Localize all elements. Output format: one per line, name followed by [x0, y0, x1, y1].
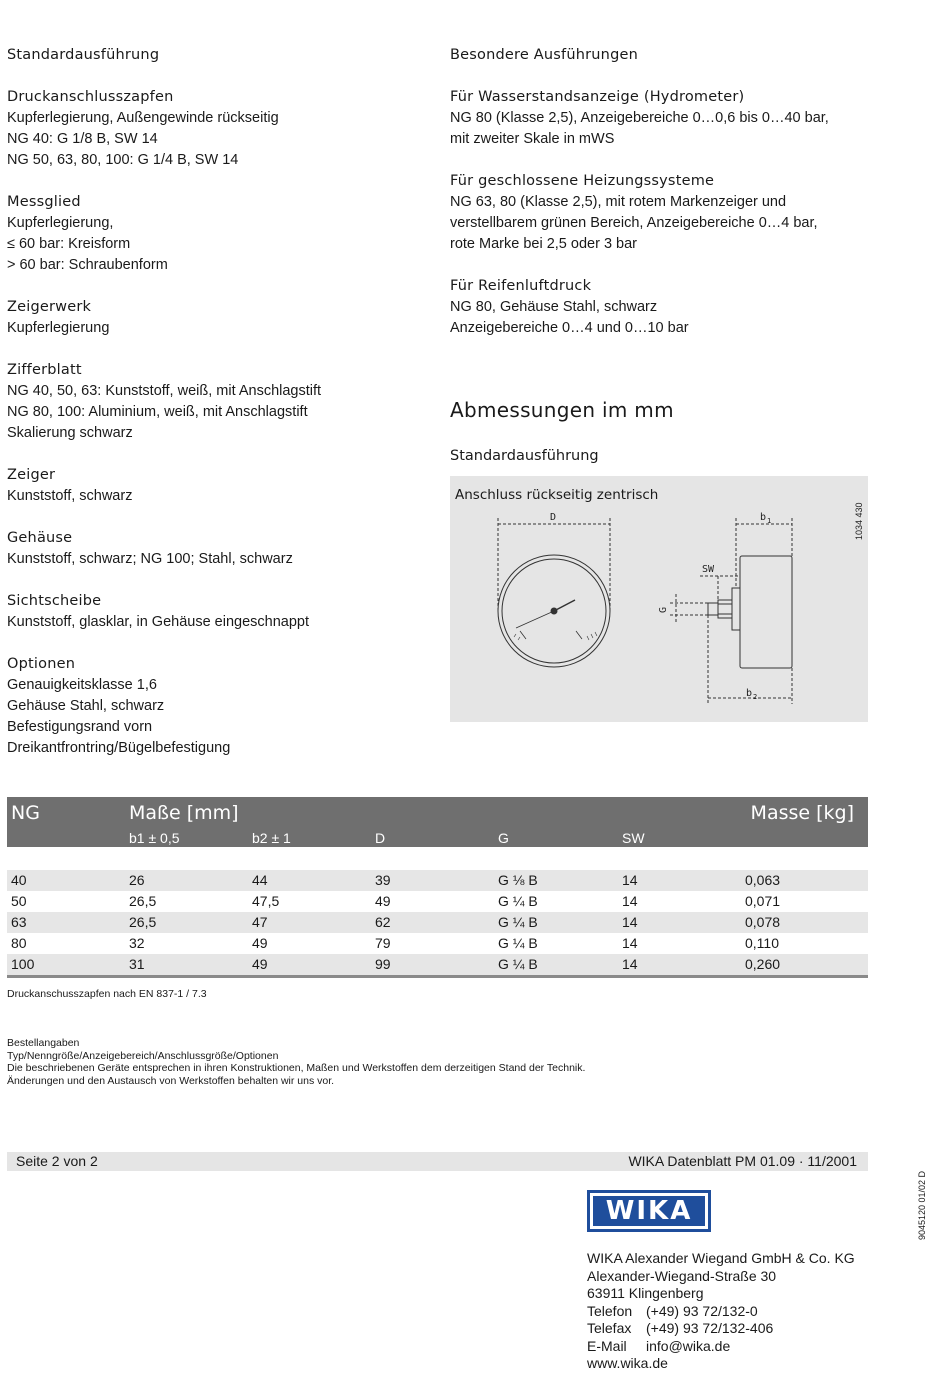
section-line: Kupferlegierung, Außengewinde rückseitig [7, 110, 279, 126]
cell-b2: 49 [252, 956, 268, 972]
phone-value: (+49) 93 72/132-0 [646, 1302, 758, 1319]
cell-b2: 49 [252, 935, 268, 951]
section-title: Standardausführung [7, 47, 160, 63]
cell-d: 62 [375, 914, 391, 930]
cell-b1: 26,5 [129, 893, 157, 909]
section-line: NG 80 (Klasse 2,5), Anzeigebereiche 0…0,6 bis 0…40 bar, [450, 110, 829, 126]
order-info-line: Bestellangaben [7, 1037, 80, 1049]
measuring-element-block [7, 192, 427, 276]
section-title: Optionen [7, 656, 76, 672]
company-city: 63911 Klingenberg [587, 1285, 704, 1301]
order-info-line: Typ/Nenngröße/Anzeigebereich/Anschlussgröße/Optionen [7, 1049, 279, 1062]
section-title: Gehäuse [7, 530, 73, 546]
heating-systems-block [450, 171, 890, 255]
left-column [7, 45, 427, 780]
cell-ng: 80 [11, 935, 27, 951]
section-title: Druckanschlusszapfen [7, 89, 174, 105]
header-b1: b1 ± 0,5 [129, 830, 180, 846]
section-line: Kupferlegierung, [7, 215, 114, 231]
section-line: Genauigkeitsklasse 1,6 [7, 677, 157, 693]
table-row [7, 933, 868, 954]
company-phone-row [587, 1303, 855, 1321]
section-line: > 60 bar: Schraubenform [7, 257, 168, 273]
section-line: NG 40: G 1/8 B, SW 14 [7, 131, 158, 147]
cell-b1: 31 [129, 956, 145, 972]
cell-mass: 0,110 [745, 935, 779, 951]
pointer-block [7, 465, 427, 507]
cell-d: 39 [375, 872, 391, 888]
cell-b2: 44 [252, 872, 268, 888]
cell-g: G ¼ B [498, 914, 538, 930]
gauge-needle [554, 600, 575, 611]
gauge-thread [708, 603, 718, 615]
label-g: G [658, 606, 669, 613]
cell-d: 79 [375, 935, 391, 951]
header-d: D [375, 830, 386, 846]
label-b1: b [760, 512, 767, 523]
email-link[interactable]: info@wika.de [646, 1337, 731, 1354]
section-line: mit zweiter Skale in mWS [450, 131, 615, 147]
cell-sw: 14 [622, 914, 638, 930]
section-line: NG 80, Gehäuse Stahl, schwarz [450, 299, 658, 315]
header-sw: SW [622, 830, 645, 846]
label-b1-sub: 1 [767, 517, 772, 525]
page-footer [7, 1152, 868, 1171]
company-address [587, 1250, 855, 1373]
section-line: Kunststoff, schwarz [7, 488, 133, 504]
cell-ng: 100 [11, 956, 35, 972]
gauge-socket [732, 588, 740, 630]
pressure-connection-block [7, 87, 427, 171]
cell-sw: 14 [622, 872, 638, 888]
section-line: rote Marke bei 2,5 oder 3 bar [450, 236, 637, 252]
cell-mass: 0,071 [745, 893, 781, 909]
wika-logo [587, 1190, 711, 1232]
order-info-line: Änderungen und den Austausch von Werkstoffen behalten wir uns vor. [7, 1074, 335, 1087]
cell-g: G ¼ B [498, 956, 538, 972]
case-block [7, 528, 427, 570]
header-g: G [498, 830, 509, 846]
section-line: Gehäuse Stahl, schwarz [7, 698, 165, 714]
table-row [7, 912, 868, 933]
table-row [7, 891, 868, 912]
hydrometer-block [450, 87, 890, 150]
section-title: Zeigerwerk [7, 299, 92, 315]
section-line: verstellbarem grünen Bereich, Anzeigebereiche 0…4 bar, [450, 215, 818, 231]
cell-sw: 14 [622, 956, 638, 972]
logo-text: WIKA [593, 1196, 705, 1226]
label-b2-sub: 2 [753, 693, 758, 701]
tire-pressure-block [450, 276, 890, 339]
gauge-case-side [740, 556, 792, 668]
company-name: WIKA Alexander Wiegand GmbH & Co. KG [587, 1250, 855, 1266]
section-line: NG 50, 63, 80, 100: G 1/4 B, SW 14 [7, 152, 239, 168]
section-line: NG 40, 50, 63: Kunststoff, weiß, mit Anschlagstift [7, 383, 322, 399]
cell-ng: 50 [11, 893, 27, 909]
cell-b1: 26 [129, 872, 145, 888]
company-web-link[interactable]: www.wika.de [587, 1355, 668, 1371]
cell-b1: 32 [129, 935, 145, 951]
table-row [7, 870, 868, 891]
section-title: Sichtscheibe [7, 593, 102, 609]
cell-mass: 0,063 [745, 872, 781, 888]
section-title: Zifferblatt [7, 362, 82, 378]
cell-ng: 63 [11, 914, 27, 930]
movement-block [7, 297, 427, 339]
cell-b2: 47 [252, 914, 268, 930]
gauge-drawing-svg [450, 476, 868, 722]
phone-label: Telefon [587, 1302, 633, 1319]
datasheet-id: WIKA Datenblatt PM 01.09 · 11/2001 [628, 1153, 857, 1169]
cell-b2: 47,5 [252, 893, 280, 909]
special-versions-heading-block [450, 45, 890, 66]
section-title: Zeiger [7, 467, 56, 483]
header-b2: b2 ± 1 [252, 830, 291, 846]
dimensions-table [7, 797, 868, 978]
cell-sw: 14 [622, 935, 638, 951]
section-line: Dreikantfrontring/Bügelbefestigung [7, 740, 231, 756]
cell-b1: 26,5 [129, 914, 157, 930]
section-line: Kupferlegierung [7, 320, 110, 336]
drawing-caption: Anschluss rückseitig zentrisch [455, 487, 659, 503]
standard-heading-block [7, 45, 427, 66]
section-line: Befestigungsrand vorn [7, 719, 153, 735]
section-line: Anzeigebereiche 0…4 und 0…10 bar [450, 320, 689, 336]
section-line: NG 63, 80 (Klasse 2,5), mit rotem Markenzeiger und [450, 194, 787, 210]
dimension-drawing [450, 476, 868, 722]
section-line: NG 80, 100: Aluminium, weiß, mit Anschlagstift [7, 404, 308, 420]
cell-mass: 0,260 [745, 956, 781, 972]
section-line: Kunststoff, glasklar, in Gehäuse eingeschnappt [7, 614, 310, 630]
email-label: E-Mail [587, 1337, 627, 1354]
section-title: Für Reifenluftdruck [450, 278, 592, 294]
cell-g: G ⅛ B [498, 872, 538, 888]
table-bottom-rule [7, 975, 868, 978]
table-header [7, 797, 868, 847]
cell-sw: 14 [622, 893, 638, 909]
dimensions-heading: Abmessungen im mm [450, 398, 674, 422]
header-ng: NG [11, 802, 40, 824]
cell-ng: 40 [11, 872, 27, 888]
cell-g: G ¼ B [498, 893, 538, 909]
section-title: Für Wasserstandsanzeige (Hydrometer) [450, 89, 745, 105]
table-row [7, 954, 868, 975]
cell-d: 49 [375, 893, 391, 909]
right-column [450, 45, 890, 360]
page-number: Seite 2 von 2 [16, 1153, 98, 1169]
company-street: Alexander-Wiegand-Straße 30 [587, 1267, 777, 1284]
cell-d: 99 [375, 956, 391, 972]
dial-block [7, 360, 427, 444]
section-title: Besondere Ausführungen [450, 47, 638, 63]
cell-g: G ¼ B [498, 935, 538, 951]
drawing-number: 1034 430 [854, 502, 864, 540]
company-fax-row [587, 1320, 855, 1338]
gauge-hex [718, 600, 732, 618]
label-d: D [550, 512, 557, 523]
window-block [7, 591, 427, 633]
label-sw: SW [702, 564, 715, 575]
section-title: Für geschlossene Heizungssysteme [450, 173, 715, 189]
header-dimensions: Maße [mm] [129, 802, 239, 824]
dimensions-subheading: Standardausführung [450, 448, 599, 464]
table-note: Druckanschusszapfen nach EN 837-1 / 7.3 [7, 988, 207, 1000]
section-line: Skalierung schwarz [7, 425, 133, 441]
options-block [7, 654, 427, 759]
order-info [7, 1037, 585, 1087]
company-email-row [587, 1338, 855, 1356]
document-number: 9045120 01/02 D [917, 1170, 927, 1240]
section-line: ≤ 60 bar: Kreisform [7, 236, 131, 252]
order-info-line: Die beschriebenen Geräte entsprechen in ihren Konstruktionen, Maßen und Werkstoffen dem derzeitigen Stand der Technik. [7, 1062, 586, 1074]
section-title: Messglied [7, 194, 81, 210]
fax-label: Telefax [587, 1320, 632, 1336]
cell-mass: 0,078 [745, 914, 781, 930]
table-body [7, 870, 868, 975]
section-line: Kunststoff, schwarz; NG 100; Stahl, schwarz [7, 551, 293, 567]
label-b2: b [746, 688, 753, 699]
header-mass: Masse [kg] [750, 802, 854, 824]
fax-value: (+49) 93 72/132-406 [646, 1320, 774, 1336]
